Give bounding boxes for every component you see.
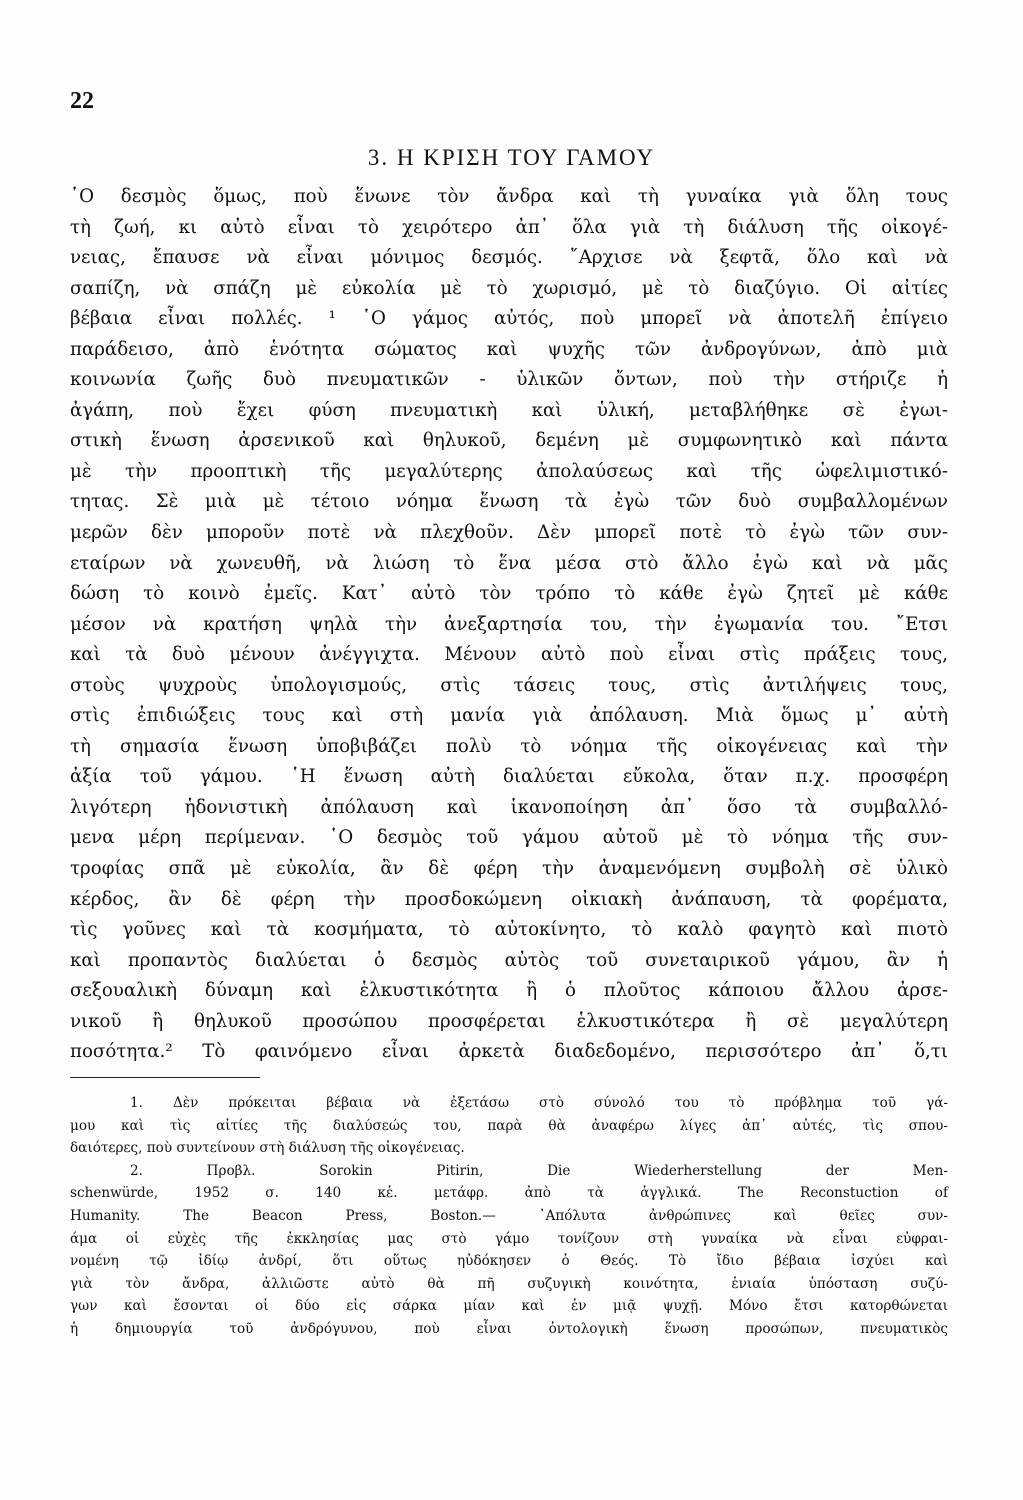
text-line: ποσότητα.² Τὸ φαινόμενο εἶναι ἀρκετὰ διαδεδομένο, περισσότερο ἀπ᾽ ὅ,τι: [70, 1041, 948, 1063]
text-line: μερῶν δὲν μποροῦν ποτὲ νὰ πλεχθοῦν. Δὲν μπορεῖ ποτὲ τὸ ἐγὼ τῶν συν-: [70, 522, 948, 544]
chapter-title: 3. Η ΚΡΙΣΗ ΤΟΥ ΓΑΜΟΥ: [367, 145, 656, 170]
footnote-line: γων καὶ ἔσονται οἱ δύο εἰς σάρκα μίαν καὶ ἐν μιᾷ ψυχῇ. Μόνο ἔτσι κατορθώνεται: [70, 1298, 948, 1315]
footnote-divider: [70, 1077, 260, 1078]
text-line: καὶ τὰ δυὸ μένουν ἀνέγγιχτα. Μένουν αὐτὸ ποὺ εἶναι στὶς πράξεις τους,: [70, 644, 948, 666]
text-line: στοὺς ψυχροὺς ὑπολογισμούς, στὶς τάσεις τους, στὶς ἀντιλήψεις τους,: [70, 674, 948, 696]
text-line: στὶς ἐπιδιώξεις τους καὶ στὴ μανία γιὰ ἀπόλαυση. Μιὰ ὅμως μ᾽ αὐτὴ: [70, 705, 948, 727]
text-line: βέβαια εἶναι πολλές. ¹ ῾Ο γάμος αὐτός, ποὺ μπορεῖ νὰ ἀποτελῆ ἐπίγειο: [70, 308, 948, 330]
text-line: στικὴ ἕνωση ἀρσενικοῦ καὶ θηλυκοῦ, δεμένη μὲ συμφωνητικὸ καὶ πάντα: [70, 430, 948, 452]
text-line: εταίρων νὰ χωνευθῆ, νὰ λιώση τὸ ἕνα μέσα στὸ ἄλλο ἐγὼ καὶ νὰ μᾶς: [70, 552, 948, 574]
footnote-line: 2. Προβλ. Sorokin Pitirin, Die Wiederherstellung der Men-: [130, 1162, 948, 1179]
text-line: παράδεισο, ἀπὸ ἑνότητα σώματος καὶ ψυχῆς τῶν ἀνδρογύνων, ἀπὸ μιὰ: [70, 338, 948, 360]
text-line: σεξουαλικὴ δύναμη καὶ ἑλκυστικότητα ἢ ὁ πλοῦτος κάποιου ἄλλου ἀρσε-: [70, 980, 948, 1002]
text-line: μὲ τὴν προοπτικὴ τῆς μεγαλύτερης ἀπολαύσεως καὶ τῆς ὠφελιμιστικό-: [70, 460, 948, 482]
text-line: νειας, ἔπαυσε νὰ εἶναι μόνιμος δεσμός. ῎Αρχισε νὰ ξεφτᾶ, ὅλο καὶ νὰ: [70, 247, 948, 269]
footnote-line: Humanity. The Beacon Press, Boston.— ᾽Απόλυτα ἀνθρώπινες καὶ θεῖες συν-: [70, 1207, 948, 1224]
footnote-line: άμα οἱ εὐχὲς τῆς ἐκκλησίας μας στὸ γάμο τονίζουν στὴ γυναίκα νὰ εἶναι εὐφραι-: [70, 1230, 948, 1247]
text-line: τὴ ζωή, κι αὐτὸ εἶναι τὸ χειρότερο ἀπ᾽ ὅλα γιὰ τὴ διάλυση τῆς οἰκογέ-: [70, 216, 948, 238]
text-line: τροφίας σπᾶ μὲ εὐκολία, ἂν δὲ φέρη τὴν ἀναμενόμενη συμβολὴ σὲ ὑλικὸ: [70, 858, 948, 880]
text-line: τὴ σημασία ἕνωση ὑποβιβάζει πολὺ τὸ νόημα τῆς οἰκογένειας καὶ τὴν: [70, 735, 948, 757]
text-line: μενα μέρη περίμεναν. ῾Ο δεσμὸς τοῦ γάμου αὐτοῦ μὲ τὸ νόημα τῆς συν-: [70, 827, 948, 849]
text-line: ἀξία τοῦ γάμου. ῾Η ἕνωση αὐτὴ διαλύεται εὔκολα, ὅταν π.χ. προσφέρη: [70, 766, 948, 788]
footnote-line: schenwürde, 1952 σ. 140 κἑ. μετάφρ. ἀπὸ τὰ ἀγγλικά. The Reconstuction of: [70, 1185, 948, 1202]
text-line: κοινωνία ζωῆς δυὸ πνευματικῶν - ὑλικῶν ὄντων, ποὺ τὴν στήριζε ἡ: [70, 369, 948, 391]
text-line: δώση τὸ κοινὸ ἐμεῖς. Κατ᾽ αὐτὸ τὸν τρόπο τὸ κάθε ἐγὼ ζητεῖ μὲ κάθε: [70, 583, 948, 605]
text-line: ῾Ο δεσμὸς ὅμως, ποὺ ἕνωνε τὸν ἄνδρα καὶ τὴ γυναίκα γιὰ ὅλη τους: [70, 186, 948, 207]
text-line: τητας. Σὲ μιὰ μὲ τέτοιο νόημα ἕνωση τὰ ἐγὼ τῶν δυὸ συμβαλλομένων: [70, 491, 948, 513]
text-line: νικοῦ ἢ θηλυκοῦ προσώπου προσφέρεται ἑλκυστικότερα ἢ σὲ μεγαλύτερη: [70, 1010, 948, 1032]
footnote-line: δαιότερες, ποὺ συντείνουν στὴ διάλυση τῆς οἰκογένειας.: [70, 1140, 465, 1157]
footnote-line: ἡ δημιουργία τοῦ ἀνδρόγυνου, ποὺ εἶναι ὀντολογικὴ ἕνωση προσώπων, πνευματικὸς: [70, 1320, 948, 1337]
text-line: σαπίζη, νὰ σπάζη μὲ εὐκολία μὲ τὸ χωρισμό, μὲ τὸ διαζύγιο. Οἱ αἰτίες: [70, 277, 948, 299]
footnote-line: 1. Δὲν πρόκειται βέβαια νὰ ἐξετάσω στὸ σύνολό του τὸ πρόβλημα τοῦ γά-: [130, 1095, 948, 1111]
footnotes: [70, 1092, 948, 1341]
footnote-line: μου καὶ τὶς αἰτίες τῆς διαλύσεώς του, παρὰ θὰ ἀναφέρω λίγες ἀπ᾽ αὐτές, τὶς σπου-: [70, 1117, 948, 1134]
page-number: 22: [70, 88, 94, 114]
text-line: λιγότερη ἡδονιστικὴ ἀπόλαυση καὶ ἱκανοποίηση ἀπ᾽ ὅσο τὰ συμβαλλό-: [70, 796, 948, 818]
text-line: καὶ προπαντὸς διαλύεται ὁ δεσμὸς αὐτὸς τοῦ συνεταιρικοῦ γάμου, ἂν ἡ: [70, 949, 948, 971]
footnote-line: γιὰ τὸν ἄνδρα, ἀλλιῶστε αὐτὸ θὰ πῆ συζυγικὴ κοινότητα, ἑνιαία ὑπόσταση συζύ-: [70, 1275, 948, 1292]
main-text: [70, 182, 948, 1068]
text-line: ἀγάπη, ποὺ ἔχει φύση πνευματικὴ καὶ ὑλική, μεταβλήθηκε σὲ ἐγωι-: [70, 399, 948, 421]
text-line: μέσον νὰ κρατήση ψηλὰ τὴν ἀνεξαρτησία του, τὴν ἐγωμανία του. ῎Ετσι: [70, 613, 948, 635]
text-line: κέρδος, ἂν δὲ φέρη τὴν προσδοκώμενη οἰκιακὴ ἀνάπαυση, τὰ φορέματα,: [70, 888, 948, 910]
footnote-line: νομένη τῷ ἰδίῳ ἀνδρί, ὅτι οὕτως ηὐδόκησεν ὁ Θεός. Τὸ ἴδιο βέβαια ἰσχύει καὶ: [70, 1253, 948, 1270]
text-line: τὶς γοῦνες καὶ τὰ κοσμήματα, τὸ αὐτοκίνητο, τὸ καλὸ φαγητὸ καὶ πιοτὸ: [70, 919, 948, 941]
